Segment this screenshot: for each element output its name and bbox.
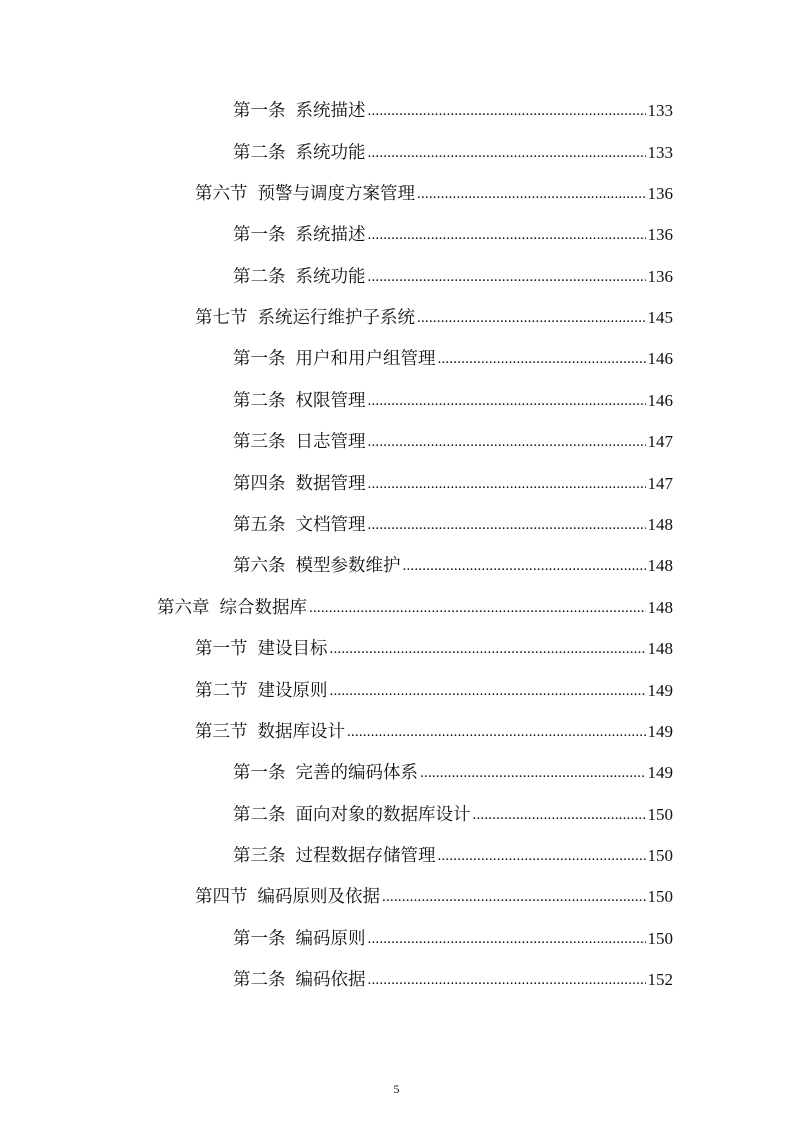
toc-entry-label: 第五条 bbox=[233, 514, 286, 534]
toc-entry-page: 152 bbox=[647, 970, 673, 989]
toc-entry-title: 系统功能 bbox=[295, 142, 366, 162]
toc-entry-label: 第二节 bbox=[195, 680, 248, 700]
toc-entry-title: 模型参数维护 bbox=[295, 555, 401, 575]
page-number: 5 bbox=[393, 1082, 400, 1096]
toc-entry-label: 第三节 bbox=[195, 721, 248, 741]
toc-entry-article[interactable] bbox=[233, 138, 673, 166]
toc-entry-label: 第一条 bbox=[233, 224, 286, 244]
dot-leader bbox=[368, 137, 646, 167]
toc-entry-label: 第一条 bbox=[233, 348, 286, 368]
dot-leader bbox=[330, 675, 646, 705]
toc-entry-section[interactable] bbox=[195, 717, 673, 745]
toc-entry-article[interactable] bbox=[233, 262, 673, 290]
toc-entry-section[interactable] bbox=[195, 303, 673, 331]
toc-entry-page: 149 bbox=[647, 681, 673, 700]
toc-entry-article[interactable] bbox=[233, 220, 673, 248]
toc-entry-article[interactable] bbox=[233, 800, 673, 828]
toc-entry-section[interactable] bbox=[195, 634, 673, 662]
dot-leader bbox=[368, 964, 646, 994]
toc-entry-article[interactable] bbox=[233, 427, 673, 455]
toc-entry-label: 第六条 bbox=[233, 555, 286, 575]
toc-entry-title: 编码原则及依据 bbox=[257, 886, 380, 906]
toc-entry-page: 133 bbox=[647, 101, 673, 120]
dot-leader bbox=[368, 261, 646, 291]
toc-entry-page: 148 bbox=[647, 515, 673, 534]
toc-entry-article[interactable] bbox=[233, 96, 673, 124]
dot-leader bbox=[403, 550, 646, 580]
toc-entry-page: 150 bbox=[647, 805, 673, 824]
dot-leader bbox=[368, 219, 646, 249]
toc-entry-article[interactable] bbox=[233, 841, 673, 869]
toc-entry-title: 权限管理 bbox=[295, 390, 366, 410]
toc-entry-article[interactable] bbox=[233, 510, 673, 538]
toc-entry-label: 第四条 bbox=[233, 473, 286, 493]
toc-entry-article[interactable] bbox=[233, 344, 673, 372]
toc-entry-article[interactable] bbox=[233, 469, 673, 497]
toc-entry-title: 系统描述 bbox=[295, 224, 366, 244]
dot-leader bbox=[368, 509, 646, 539]
toc-entry-title: 面向对象的数据库设计 bbox=[295, 804, 471, 824]
toc-entry-title: 过程数据存储管理 bbox=[295, 845, 436, 865]
toc-entry-page: 146 bbox=[647, 349, 673, 368]
toc-entry-label: 第一节 bbox=[195, 638, 248, 658]
toc-entry-label: 第六章 bbox=[157, 597, 210, 617]
dot-leader bbox=[368, 95, 646, 125]
dot-leader bbox=[438, 840, 646, 870]
toc-entry-label: 第二条 bbox=[233, 390, 286, 410]
toc-entry-page: 148 bbox=[647, 598, 673, 617]
toc-entry-page: 148 bbox=[647, 556, 673, 575]
toc-entry-label: 第一条 bbox=[233, 762, 286, 782]
toc-entry-page: 149 bbox=[647, 722, 673, 741]
dot-leader bbox=[347, 716, 646, 746]
toc-entry-label: 第六节 bbox=[195, 183, 248, 203]
toc-entry-title: 编码原则 bbox=[295, 928, 366, 948]
toc-entry-section[interactable] bbox=[195, 882, 673, 910]
toc-entry-page: 149 bbox=[647, 763, 673, 782]
toc-entry-article[interactable] bbox=[233, 551, 673, 579]
dot-leader bbox=[368, 468, 646, 498]
toc-entry-page: 147 bbox=[647, 474, 673, 493]
toc-entry-label: 第二条 bbox=[233, 969, 286, 989]
toc-entry-article[interactable] bbox=[233, 386, 673, 414]
toc-entry-page: 146 bbox=[647, 391, 673, 410]
toc-entry-page: 150 bbox=[647, 846, 673, 865]
dot-leader bbox=[420, 757, 646, 787]
toc-entry-label: 第三条 bbox=[233, 431, 286, 451]
toc-entry-page: 150 bbox=[647, 887, 673, 906]
toc-entry-label: 第一条 bbox=[233, 928, 286, 948]
toc-entry-title: 文档管理 bbox=[295, 514, 366, 534]
dot-leader bbox=[309, 592, 646, 622]
toc-entry-title: 系统描述 bbox=[295, 100, 366, 120]
dot-leader bbox=[438, 343, 646, 373]
toc-entry-page: 147 bbox=[647, 432, 673, 451]
toc-entry-title: 日志管理 bbox=[295, 431, 366, 451]
toc-entry-label: 第二条 bbox=[233, 142, 286, 162]
toc-entry-title: 系统运行维护子系统 bbox=[257, 307, 415, 327]
toc-entry-label: 第二条 bbox=[233, 804, 286, 824]
dot-leader bbox=[368, 385, 646, 415]
toc-entry-label: 第三条 bbox=[233, 845, 286, 865]
toc-entry-page: 136 bbox=[647, 225, 673, 244]
toc-entry-title: 完善的编码体系 bbox=[295, 762, 418, 782]
toc-entry-page: 136 bbox=[647, 267, 673, 286]
toc-entry-label: 第一条 bbox=[233, 100, 286, 120]
dot-leader bbox=[330, 633, 646, 663]
dot-leader bbox=[368, 426, 646, 456]
toc-entry-title: 建设原则 bbox=[257, 680, 328, 700]
dot-leader bbox=[417, 302, 646, 332]
toc-entry-page: 150 bbox=[647, 929, 673, 948]
toc-entry-page: 136 bbox=[647, 184, 673, 203]
toc-entry-title: 用户和用户组管理 bbox=[295, 348, 436, 368]
toc-entry-chapter[interactable] bbox=[157, 593, 673, 621]
toc-entry-page: 148 bbox=[647, 639, 673, 658]
toc-entry-title: 建设目标 bbox=[257, 638, 328, 658]
dot-leader bbox=[368, 923, 646, 953]
toc-entry-title: 预警与调度方案管理 bbox=[257, 183, 415, 203]
dot-leader bbox=[417, 178, 646, 208]
toc-entry-section[interactable] bbox=[195, 676, 673, 704]
toc-entry-article[interactable] bbox=[233, 924, 673, 952]
toc-entry-label: 第四节 bbox=[195, 886, 248, 906]
toc-entry-label: 第七节 bbox=[195, 307, 248, 327]
toc-entry-title: 系统功能 bbox=[295, 266, 366, 286]
dot-leader bbox=[382, 881, 646, 911]
toc-entry-label: 第二条 bbox=[233, 266, 286, 286]
toc-entry-article[interactable] bbox=[233, 758, 673, 786]
toc-entry-title: 数据库设计 bbox=[257, 721, 345, 741]
toc-entry-article[interactable] bbox=[233, 965, 673, 993]
toc-entry-page: 145 bbox=[647, 308, 673, 327]
toc-entry-title: 编码依据 bbox=[295, 969, 366, 989]
toc-entry-title: 综合数据库 bbox=[219, 597, 307, 617]
dot-leader bbox=[473, 799, 646, 829]
toc-entry-page: 133 bbox=[647, 143, 673, 162]
toc-entry-section[interactable] bbox=[195, 179, 673, 207]
toc-entry-title: 数据管理 bbox=[295, 473, 366, 493]
